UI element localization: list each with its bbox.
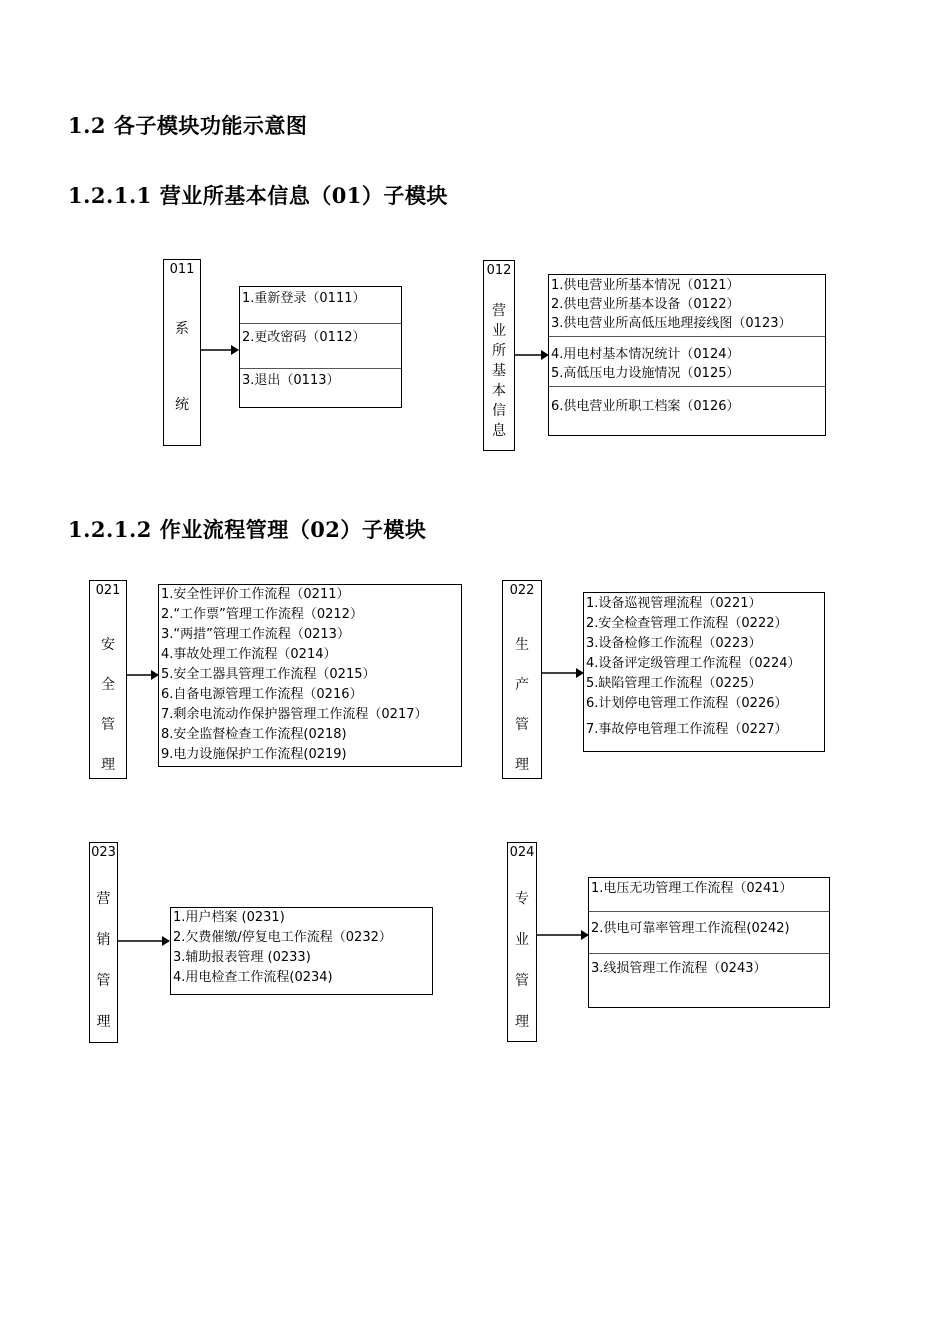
function-group [240, 324, 401, 369]
function-group [589, 912, 829, 954]
module-name-char: 营 [96, 891, 111, 907]
module-name [164, 318, 200, 414]
function-item: 3.设备检修工作流程（0223） [586, 636, 762, 651]
function-item: 2.供电营业所基本设备（0122） [551, 297, 740, 312]
function-group [584, 593, 824, 742]
module-name-char: 生 [515, 637, 529, 653]
module-name-char: 系 [175, 321, 189, 337]
function-list-box [583, 592, 825, 752]
section-heading-1-2-1-2: 1.2.1.2 作业流程管理（02）子模块 [68, 517, 427, 542]
function-item: 3.供电营业所高低压地理接线图（0123） [551, 316, 792, 331]
module-name-char: 管 [515, 717, 529, 733]
function-item: 6.计划停电管理工作流程（0226） [586, 696, 788, 711]
module-name-char: 统 [175, 397, 189, 413]
arrow-icon [542, 666, 586, 680]
function-item: 3.退出（0113） [242, 373, 340, 388]
module-box [507, 842, 537, 1042]
module-name-char: 销 [96, 932, 111, 948]
function-item: 2.“工作票”管理工作流程（0212） [161, 607, 363, 622]
function-item: 2.安全检查管理工作流程（0222） [586, 616, 788, 631]
module-name-char: 营 [492, 303, 506, 319]
function-item: 6.自备电源管理工作流程（0216） [161, 687, 363, 702]
function-item: 2.更改密码（0112） [242, 330, 366, 345]
function-group [240, 369, 401, 393]
function-item: 4.用电检查工作流程(0234) [173, 970, 333, 985]
function-item: 4.用电村基本情况统计（0124） [551, 347, 740, 362]
module-code: 011 [169, 262, 195, 277]
module-box [163, 259, 201, 446]
function-item: 6.供电营业所职工档案（0126） [551, 399, 740, 414]
module-name [90, 879, 117, 1043]
function-group [240, 287, 401, 324]
module-name [484, 301, 514, 441]
section-heading-1-2: 1.2 各子模块功能示意图 [68, 113, 308, 138]
module-name-char: 理 [515, 757, 529, 773]
function-item: 5.安全工器具管理工作流程（0215） [161, 667, 376, 682]
function-item: 5.缺陷管理工作流程（0225） [586, 676, 762, 691]
module-name-char: 管 [101, 717, 115, 733]
module-code: 021 [95, 583, 121, 598]
module-code: 024 [509, 845, 535, 860]
function-item: 9.电力设施保护工作流程(0219) [161, 747, 347, 762]
function-item: 1.电压无功管理工作流程（0241） [591, 881, 793, 896]
module-name-char: 息 [492, 423, 506, 439]
module-name [90, 625, 126, 785]
module-name-char: 安 [101, 637, 115, 653]
module-name [503, 625, 541, 785]
function-item: 1.重新登录（0111） [242, 291, 366, 306]
module-name-char: 基 [492, 363, 506, 379]
module-name-char: 理 [96, 1014, 111, 1030]
function-group [589, 954, 829, 981]
function-list-box [239, 286, 402, 408]
function-item: 1.用户档案 (0231) [173, 910, 285, 925]
module-code: 012 [486, 263, 512, 278]
module-code: 022 [509, 583, 535, 598]
module-name-char: 全 [101, 677, 115, 693]
function-item: 3.线损管理工作流程（0243） [591, 961, 767, 976]
function-item: 3.辅助报表管理 (0233) [173, 950, 311, 965]
function-group [159, 585, 461, 767]
function-item: 1.安全性评价工作流程（0211） [161, 587, 350, 602]
function-group [171, 908, 432, 990]
module-name-char: 信 [492, 403, 506, 419]
section-heading-1-2-1-1: 1.2.1.1 营业所基本信息（01）子模块 [68, 183, 448, 208]
module-box [89, 580, 127, 779]
module-name-char: 理 [101, 757, 115, 773]
module-name-char: 本 [492, 383, 506, 399]
module-code: 023 [91, 845, 116, 860]
module-name-char: 专 [515, 891, 529, 907]
function-group [549, 275, 825, 337]
function-item: 1.设备巡视管理流程（0221） [586, 596, 762, 611]
arrow-icon [515, 348, 551, 362]
function-item: 4.事故处理工作流程（0214） [161, 647, 337, 662]
function-item: 3.“两措”管理工作流程（0213） [161, 627, 350, 642]
function-list-box [588, 877, 830, 1008]
module-name-char: 产 [515, 677, 529, 693]
function-item: 4.设备评定级管理工作流程（0224） [586, 656, 801, 671]
function-item: 7.剩余电流动作保护器管理工作流程（0217） [161, 707, 428, 722]
function-item: 2.供电可靠率管理工作流程(0242) [591, 921, 790, 936]
module-name-char: 所 [492, 343, 506, 359]
arrow-icon [537, 928, 591, 942]
module-name-char: 业 [492, 323, 506, 339]
module-name-char: 管 [96, 973, 111, 989]
function-group [549, 387, 825, 419]
module-box [483, 260, 515, 451]
arrow-icon [201, 343, 241, 357]
module-box [502, 580, 542, 779]
module-name [508, 879, 536, 1043]
arrow-icon [118, 934, 172, 948]
function-list-box [158, 584, 462, 767]
function-list-box [548, 274, 826, 436]
function-item: 5.高低压电力设施情况（0125） [551, 366, 740, 381]
module-name-char: 理 [515, 1014, 529, 1030]
module-name-char: 管 [515, 973, 529, 989]
arrow-icon [127, 668, 161, 682]
function-item: 7.事故停电管理工作流程（0227） [586, 722, 788, 737]
function-group [589, 878, 829, 912]
function-item: 2.欠费催缴/停复电工作流程（0232） [173, 930, 392, 945]
module-box [89, 842, 118, 1043]
function-list-box [170, 907, 433, 995]
function-group [549, 337, 825, 387]
function-item: 8.安全监督检查工作流程(0218) [161, 727, 347, 742]
function-item: 1.供电营业所基本情况（0121） [551, 278, 740, 293]
module-name-char: 业 [515, 932, 529, 948]
